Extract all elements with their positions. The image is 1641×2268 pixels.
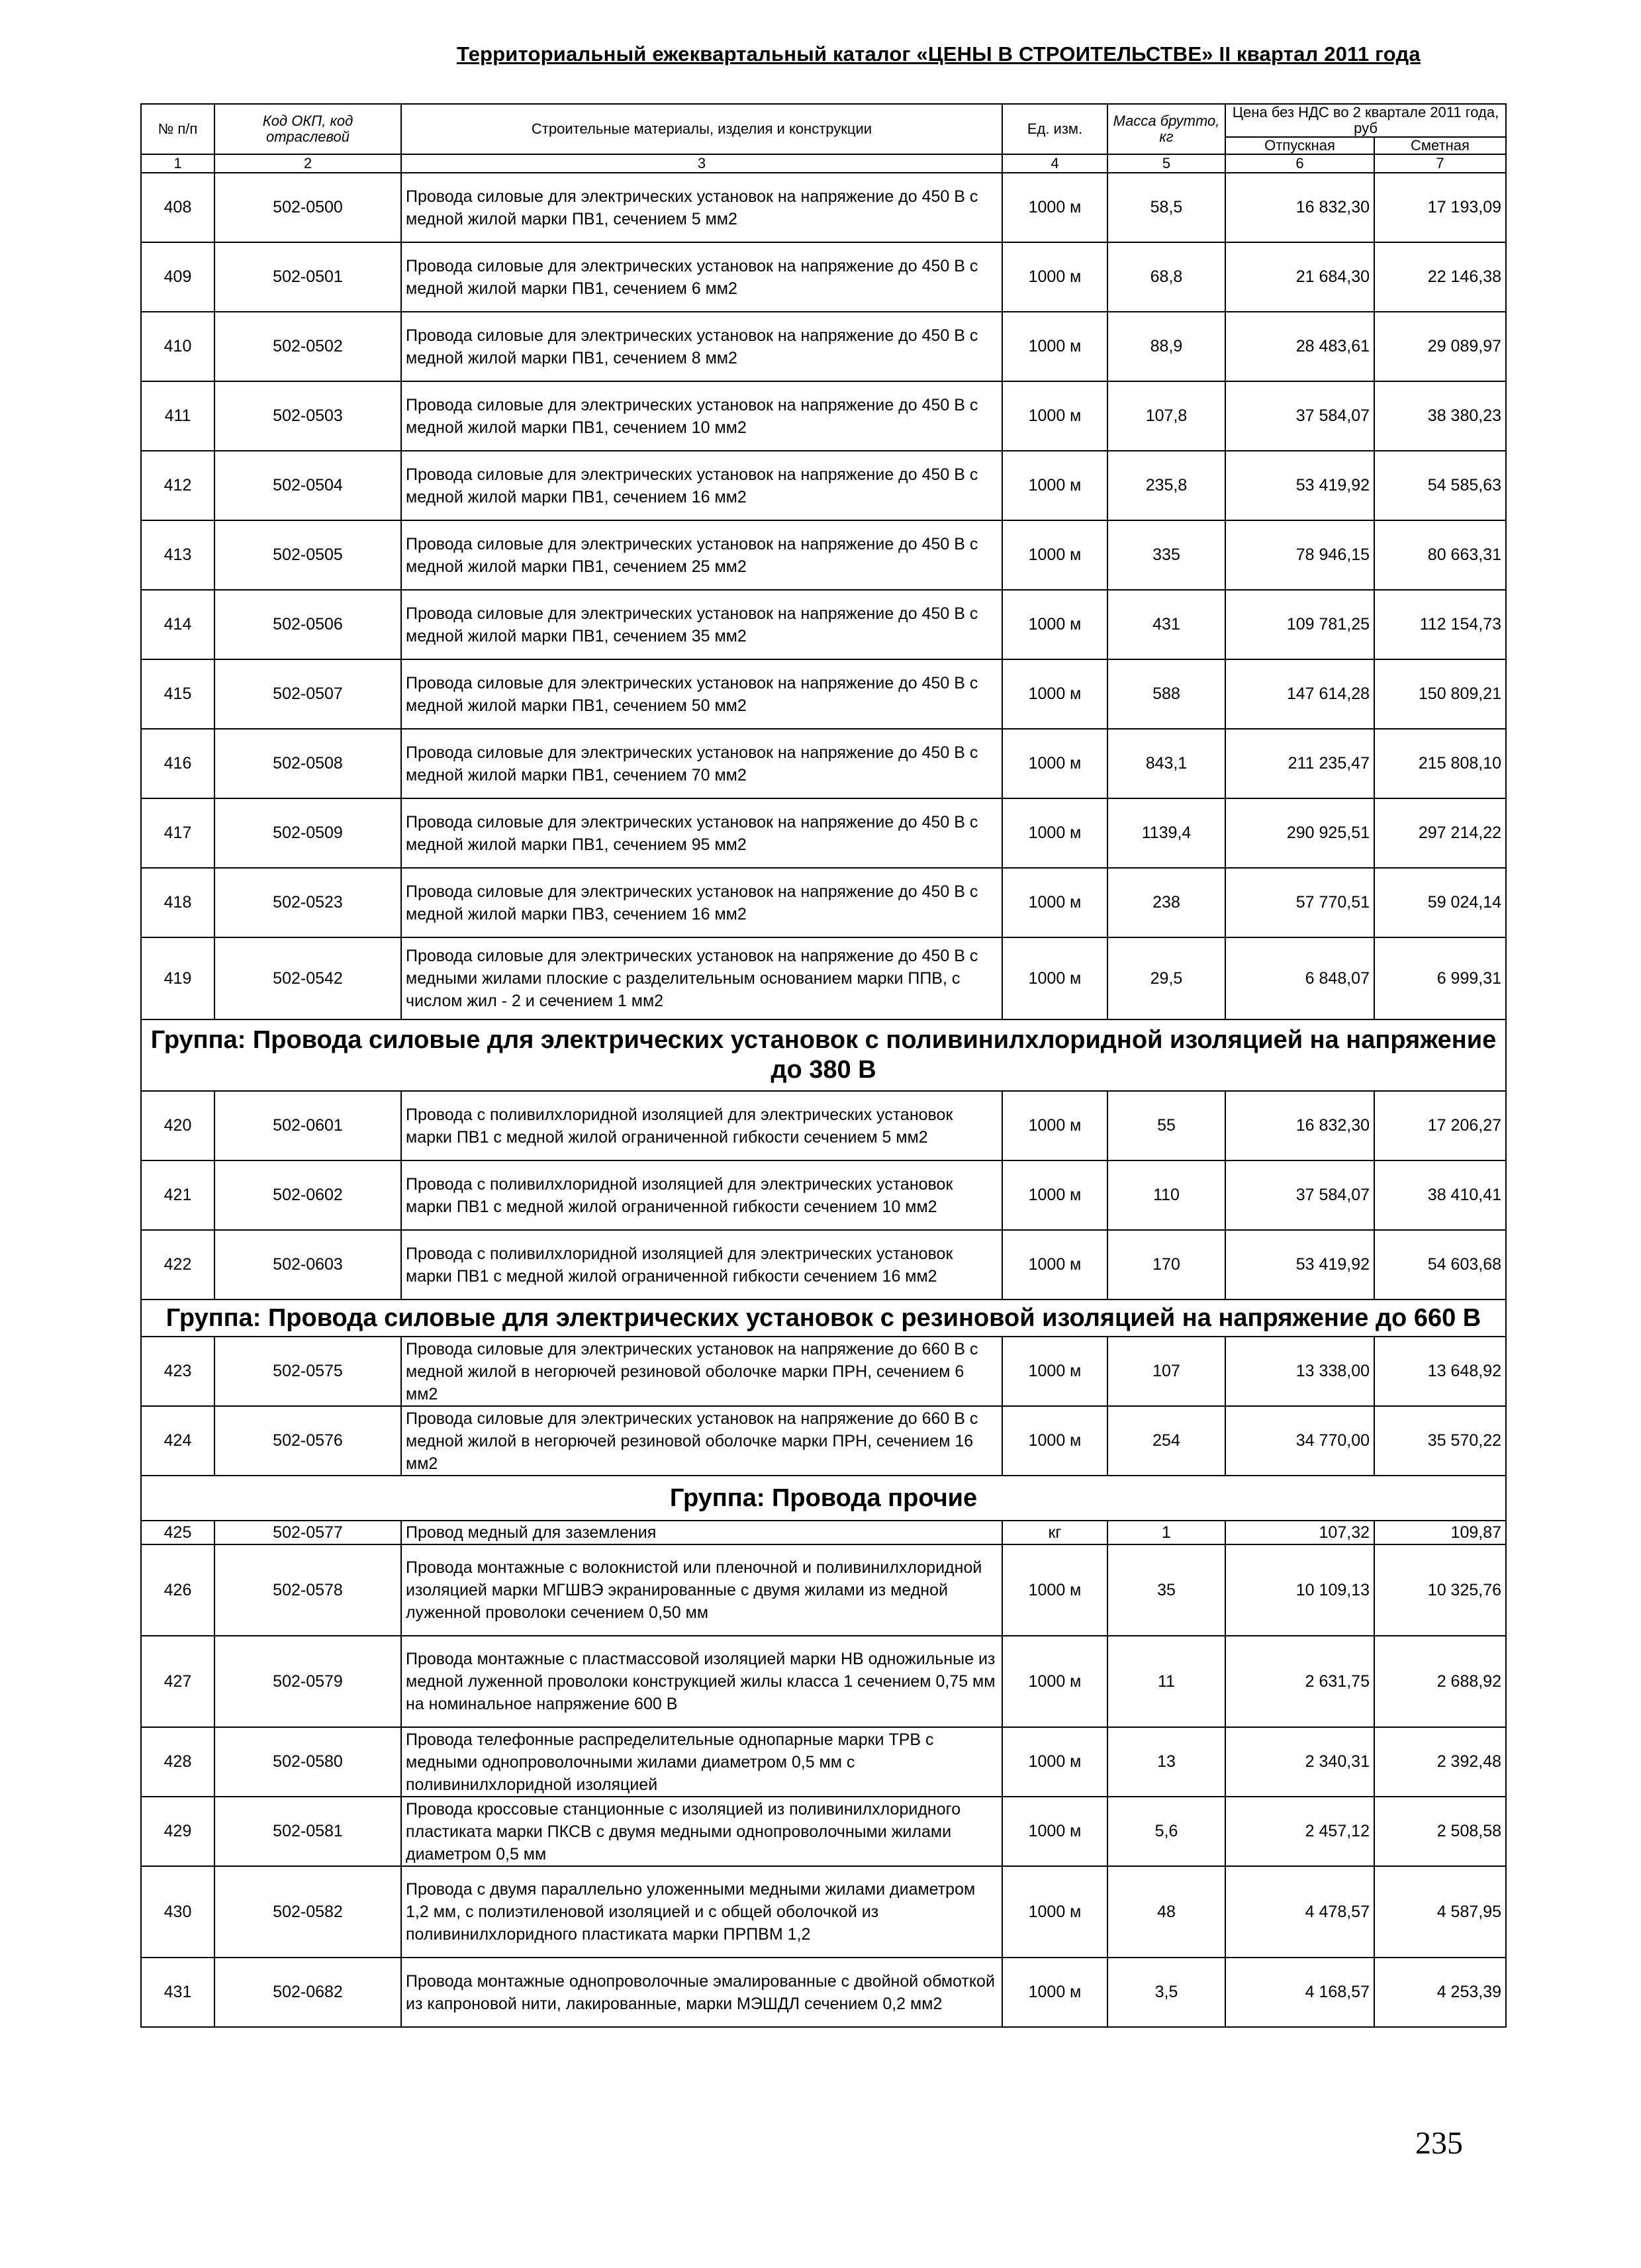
row-number: 409 — [141, 242, 214, 312]
gross-mass: 11 — [1107, 1636, 1225, 1727]
row-number: 416 — [141, 729, 214, 798]
okp-code: 502-0505 — [214, 520, 401, 590]
column-number: 6 — [1225, 154, 1374, 173]
release-price: 28 483,61 — [1225, 312, 1374, 381]
row-number: 430 — [141, 1866, 214, 1958]
unit: 1000 м — [1002, 381, 1107, 451]
material-description: Провода силовые для электрических установок на напряжение до 660 В с медной жилой в негорючей резиновой оболочке марки ПРН, сечением 6 мм2 — [401, 1337, 1002, 1406]
okp-code: 502-0507 — [214, 659, 401, 729]
table-row — [141, 381, 1506, 451]
table-row — [141, 1406, 1506, 1476]
table-row — [141, 1866, 1506, 1958]
release-price: 53 419,92 — [1225, 451, 1374, 520]
group-header-row — [141, 1299, 1506, 1337]
column-number: 4 — [1002, 154, 1107, 173]
header-release-price: Отпускная — [1225, 137, 1374, 154]
okp-code: 502-0509 — [214, 798, 401, 868]
estimate-price: 6 999,31 — [1374, 937, 1506, 1019]
estimate-price: 17 193,09 — [1374, 173, 1506, 242]
table-row — [141, 1160, 1506, 1230]
unit: 1000 м — [1002, 1866, 1107, 1958]
unit: 1000 м — [1002, 729, 1107, 798]
estimate-price: 112 154,73 — [1374, 590, 1506, 659]
unit: 1000 м — [1002, 1160, 1107, 1230]
okp-code: 502-0582 — [214, 1866, 401, 1958]
okp-code: 502-0581 — [214, 1797, 401, 1866]
table-row — [141, 937, 1506, 1019]
column-number: 3 — [401, 154, 1002, 173]
gross-mass: 48 — [1107, 1866, 1225, 1958]
estimate-price: 2 392,48 — [1374, 1727, 1506, 1797]
row-number: 420 — [141, 1091, 214, 1160]
release-price: 16 832,30 — [1225, 173, 1374, 242]
release-price: 147 614,28 — [1225, 659, 1374, 729]
material-description: Провода силовые для электрических установок на напряжение до 450 В с медной жилой марки ПВ3, сечением 16 мм2 — [401, 868, 1002, 937]
row-number: 410 — [141, 312, 214, 381]
column-number: 2 — [214, 154, 401, 173]
table-row — [141, 1230, 1506, 1299]
column-numbers-row — [141, 154, 1506, 173]
table-row — [141, 242, 1506, 312]
okp-code: 502-0506 — [214, 590, 401, 659]
release-price: 10 109,13 — [1225, 1544, 1374, 1636]
gross-mass: 110 — [1107, 1160, 1225, 1230]
estimate-price: 22 146,38 — [1374, 242, 1506, 312]
okp-code: 502-0578 — [214, 1544, 401, 1636]
estimate-price: 29 089,97 — [1374, 312, 1506, 381]
unit: 1000 м — [1002, 173, 1107, 242]
material-description: Провода с поливилхлоридной изоляцией для электрических установок марки ПВ1 с медной жилой ограниченной гибкости сечением 5 мм2 — [401, 1091, 1002, 1160]
okp-code: 502-0502 — [214, 312, 401, 381]
unit: 1000 м — [1002, 937, 1107, 1019]
gross-mass: 58,5 — [1107, 173, 1225, 242]
table-row — [141, 312, 1506, 381]
gross-mass: 588 — [1107, 659, 1225, 729]
row-number: 429 — [141, 1797, 214, 1866]
release-price: 2 631,75 — [1225, 1636, 1374, 1727]
group-title: Группа: Провода силовые для электрических установок с резиновой изоляцией на напряжение до 660 В — [141, 1299, 1506, 1337]
header-okp-code: Код ОКП, код отраслевой — [214, 104, 401, 154]
row-number: 422 — [141, 1230, 214, 1299]
okp-code: 502-0577 — [214, 1521, 401, 1544]
table-row — [141, 1521, 1506, 1544]
group-header-row — [141, 1019, 1506, 1091]
okp-code: 502-0523 — [214, 868, 401, 937]
row-number: 424 — [141, 1406, 214, 1476]
table-row — [141, 451, 1506, 520]
material-description: Провода силовые для электрических установок на напряжение до 450 В с медной жилой марки ПВ1, сечением 95 мм2 — [401, 798, 1002, 868]
okp-code: 502-0601 — [214, 1091, 401, 1160]
row-number: 421 — [141, 1160, 214, 1230]
unit: 1000 м — [1002, 1230, 1107, 1299]
gross-mass: 254 — [1107, 1406, 1225, 1476]
material-description: Провода с поливилхлоридной изоляцией для электрических установок марки ПВ1 с медной жилой ограниченной гибкости сечением 10 мм2 — [401, 1160, 1002, 1230]
row-number: 425 — [141, 1521, 214, 1544]
row-number: 412 — [141, 451, 214, 520]
estimate-price: 38 380,23 — [1374, 381, 1506, 451]
material-description: Провод медный для заземления — [401, 1521, 1002, 1544]
release-price: 2 340,31 — [1225, 1727, 1374, 1797]
okp-code: 502-0508 — [214, 729, 401, 798]
row-number: 423 — [141, 1337, 214, 1406]
estimate-price: 10 325,76 — [1374, 1544, 1506, 1636]
table-row — [141, 1958, 1506, 2027]
unit: 1000 м — [1002, 1091, 1107, 1160]
release-price: 34 770,00 — [1225, 1406, 1374, 1476]
material-description: Провода монтажные с волокнистой или пленочной и поливинилхлоридной изоляцией марки МГШВЭ экранированные с двумя жилами из медной луженной проволоки сечением 0,50 мм — [401, 1544, 1002, 1636]
table-row — [141, 1544, 1506, 1636]
estimate-price: 4 253,39 — [1374, 1958, 1506, 2027]
table-row — [141, 1337, 1506, 1406]
row-number: 426 — [141, 1544, 214, 1636]
gross-mass: 238 — [1107, 868, 1225, 937]
gross-mass: 107 — [1107, 1337, 1225, 1406]
row-number: 411 — [141, 381, 214, 451]
release-price: 6 848,07 — [1225, 937, 1374, 1019]
unit: 1000 м — [1002, 1337, 1107, 1406]
table-row — [141, 729, 1506, 798]
gross-mass: 107,8 — [1107, 381, 1225, 451]
unit: 1000 м — [1002, 590, 1107, 659]
header-materials: Строительные материалы, изделия и конструкции — [401, 104, 1002, 154]
estimate-price: 2 688,92 — [1374, 1636, 1506, 1727]
okp-code: 502-0500 — [214, 173, 401, 242]
material-description: Провода кроссовые станционные с изоляцией из поливинилхлоридного пластиката марки ПКСВ с двумя медными однопроволочными жилами диаметром 0,5 мм — [401, 1797, 1002, 1866]
estimate-price: 2 508,58 — [1374, 1797, 1506, 1866]
unit: 1000 м — [1002, 242, 1107, 312]
gross-mass: 55 — [1107, 1091, 1225, 1160]
price-catalog-table — [140, 103, 1507, 2028]
unit: 1000 м — [1002, 1544, 1107, 1636]
unit: 1000 м — [1002, 520, 1107, 590]
okp-code: 502-0603 — [214, 1230, 401, 1299]
material-description: Провода силовые для электрических установок на напряжение до 450 В с медной жилой марки ПВ1, сечением 50 мм2 — [401, 659, 1002, 729]
okp-code: 502-0504 — [214, 451, 401, 520]
release-price: 57 770,51 — [1225, 868, 1374, 937]
material-description: Провода силовые для электрических установок на напряжение до 450 В с медной жилой марки ПВ1, сечением 16 мм2 — [401, 451, 1002, 520]
group-title: Группа: Провода силовые для электрических установок с поливинилхлоридной изоляцией на напряжение до 380 В — [141, 1019, 1506, 1091]
column-number: 5 — [1107, 154, 1225, 173]
group-header-row — [141, 1476, 1506, 1521]
estimate-price: 4 587,95 — [1374, 1866, 1506, 1958]
okp-code: 502-0579 — [214, 1636, 401, 1727]
gross-mass: 13 — [1107, 1727, 1225, 1797]
estimate-price: 150 809,21 — [1374, 659, 1506, 729]
row-number: 408 — [141, 173, 214, 242]
gross-mass: 170 — [1107, 1230, 1225, 1299]
gross-mass: 843,1 — [1107, 729, 1225, 798]
okp-code: 502-0501 — [214, 242, 401, 312]
okp-code: 502-0602 — [214, 1160, 401, 1230]
table-row — [141, 1636, 1506, 1727]
table-row — [141, 868, 1506, 937]
material-description: Провода телефонные распределительные однопарные марки ТРВ с медными однопроволочными жилами диаметром 0,5 мм с поливинилхлоридной изоляцией — [401, 1727, 1002, 1797]
estimate-price: 17 206,27 — [1374, 1091, 1506, 1160]
row-number: 413 — [141, 520, 214, 590]
page-title: Территориальный ежеквартальный каталог «ЦЕНЫ В СТРОИТЕЛЬСТВЕ» II квартал 2011 года — [457, 42, 1421, 66]
okp-code: 502-0682 — [214, 1958, 401, 2027]
material-description: Провода силовые для электрических установок на напряжение до 450 В с медными жилами плоские с разделительным основанием марки ППВ, с числом жил - 2 и сечением 1 мм2 — [401, 937, 1002, 1019]
release-price: 4 478,57 — [1225, 1866, 1374, 1958]
row-number: 427 — [141, 1636, 214, 1727]
okp-code: 502-0576 — [214, 1406, 401, 1476]
row-number: 418 — [141, 868, 214, 937]
table-row — [141, 1797, 1506, 1866]
release-price: 37 584,07 — [1225, 1160, 1374, 1230]
table-row — [141, 520, 1506, 590]
estimate-price: 80 663,31 — [1374, 520, 1506, 590]
gross-mass: 335 — [1107, 520, 1225, 590]
material-description: Провода монтажные однопроволочные эмалированные с двойной обмоткой из капроновой нити, лакированные, марки МЭШДЛ сечением 0,2 мм2 — [401, 1958, 1002, 2027]
estimate-price: 109,87 — [1374, 1521, 1506, 1544]
material-description: Провода монтажные с пластмассовой изоляцией марки НВ одножильные из медной луженной проволоки конструкцией жилы класса 1 сечением 0,75 мм на номинальное напряжение 600 В — [401, 1636, 1002, 1727]
release-price: 290 925,51 — [1225, 798, 1374, 868]
unit: 1000 м — [1002, 868, 1107, 937]
release-price: 53 419,92 — [1225, 1230, 1374, 1299]
release-price: 37 584,07 — [1225, 381, 1374, 451]
table-row — [141, 798, 1506, 868]
gross-mass: 235,8 — [1107, 451, 1225, 520]
row-number: 428 — [141, 1727, 214, 1797]
header-num: № п/п — [141, 104, 214, 154]
material-description: Провода силовые для электрических установок на напряжение до 450 В с медной жилой марки ПВ1, сечением 6 мм2 — [401, 242, 1002, 312]
unit: кг — [1002, 1521, 1107, 1544]
material-description: Провода с двумя параллельно уложенными медными жилами диаметром 1,2 мм, с полиэтиленовой изоляцией и с общей оболочкой из поливинилхлоридного пластиката марки ПРПВМ 1,2 — [401, 1866, 1002, 1958]
gross-mass: 88,9 — [1107, 312, 1225, 381]
gross-mass: 68,8 — [1107, 242, 1225, 312]
release-price: 16 832,30 — [1225, 1091, 1374, 1160]
table-row — [141, 173, 1506, 242]
unit: 1000 м — [1002, 312, 1107, 381]
header-mass: Масса брутто, кг — [1107, 104, 1225, 154]
estimate-price: 59 024,14 — [1374, 868, 1506, 937]
unit: 1000 м — [1002, 1406, 1107, 1476]
estimate-price: 13 648,92 — [1374, 1337, 1506, 1406]
unit: 1000 м — [1002, 451, 1107, 520]
table-row — [141, 590, 1506, 659]
material-description: Провода силовые для электрических установок на напряжение до 450 В с медной жилой марки ПВ1, сечением 35 мм2 — [401, 590, 1002, 659]
row-number: 414 — [141, 590, 214, 659]
page-number: 235 — [1415, 2126, 1463, 2161]
unit: 1000 м — [1002, 1958, 1107, 2027]
gross-mass: 431 — [1107, 590, 1225, 659]
material-description: Провода силовые для электрических установок на напряжение до 660 В с медной жилой в негорючей резиновой оболочке марки ПРН, сечением 16 мм2 — [401, 1406, 1002, 1476]
release-price: 211 235,47 — [1225, 729, 1374, 798]
gross-mass: 29,5 — [1107, 937, 1225, 1019]
unit: 1000 м — [1002, 659, 1107, 729]
release-price: 13 338,00 — [1225, 1337, 1374, 1406]
estimate-price: 54 603,68 — [1374, 1230, 1506, 1299]
unit: 1000 м — [1002, 1727, 1107, 1797]
group-title: Группа: Провода прочие — [141, 1476, 1506, 1521]
row-number: 419 — [141, 937, 214, 1019]
gross-mass: 1 — [1107, 1521, 1225, 1544]
gross-mass: 5,6 — [1107, 1797, 1225, 1866]
header-estimate-price: Сметная — [1374, 137, 1506, 154]
gross-mass: 1139,4 — [1107, 798, 1225, 868]
header-price: Цена без НДС во 2 квартале 2011 года, руб — [1225, 104, 1506, 137]
table-row — [141, 1091, 1506, 1160]
release-price: 21 684,30 — [1225, 242, 1374, 312]
okp-code: 502-0575 — [214, 1337, 401, 1406]
material-description: Провода с поливилхлоридной изоляцией для электрических установок марки ПВ1 с медной жилой ограниченной гибкости сечением 16 мм2 — [401, 1230, 1002, 1299]
estimate-price: 38 410,41 — [1374, 1160, 1506, 1230]
column-number: 7 — [1374, 154, 1506, 173]
okp-code: 502-0542 — [214, 937, 401, 1019]
release-price: 107,32 — [1225, 1521, 1374, 1544]
header-unit: Ед. изм. — [1002, 104, 1107, 154]
release-price: 78 946,15 — [1225, 520, 1374, 590]
gross-mass: 3,5 — [1107, 1958, 1225, 2027]
estimate-price: 35 570,22 — [1374, 1406, 1506, 1476]
release-price: 4 168,57 — [1225, 1958, 1374, 2027]
estimate-price: 297 214,22 — [1374, 798, 1506, 868]
release-price: 2 457,12 — [1225, 1797, 1374, 1866]
okp-code: 502-0503 — [214, 381, 401, 451]
estimate-price: 54 585,63 — [1374, 451, 1506, 520]
column-number: 1 — [141, 154, 214, 173]
row-number: 417 — [141, 798, 214, 868]
table-row — [141, 659, 1506, 729]
material-description: Провода силовые для электрических установок на напряжение до 450 В с медной жилой марки ПВ1, сечением 5 мм2 — [401, 173, 1002, 242]
estimate-price: 215 808,10 — [1374, 729, 1506, 798]
unit: 1000 м — [1002, 798, 1107, 868]
row-number: 431 — [141, 1958, 214, 2027]
material-description: Провода силовые для электрических установок на напряжение до 450 В с медной жилой марки ПВ1, сечением 8 мм2 — [401, 312, 1002, 381]
table-row — [141, 1727, 1506, 1797]
unit: 1000 м — [1002, 1636, 1107, 1727]
material-description: Провода силовые для электрических установок на напряжение до 450 В с медной жилой марки ПВ1, сечением 10 мм2 — [401, 381, 1002, 451]
material-description: Провода силовые для электрических установок на напряжение до 450 В с медной жилой марки ПВ1, сечением 70 мм2 — [401, 729, 1002, 798]
okp-code: 502-0580 — [214, 1727, 401, 1797]
gross-mass: 35 — [1107, 1544, 1225, 1636]
unit: 1000 м — [1002, 1797, 1107, 1866]
row-number: 415 — [141, 659, 214, 729]
material-description: Провода силовые для электрических установок на напряжение до 450 В с медной жилой марки ПВ1, сечением 25 мм2 — [401, 520, 1002, 590]
release-price: 109 781,25 — [1225, 590, 1374, 659]
